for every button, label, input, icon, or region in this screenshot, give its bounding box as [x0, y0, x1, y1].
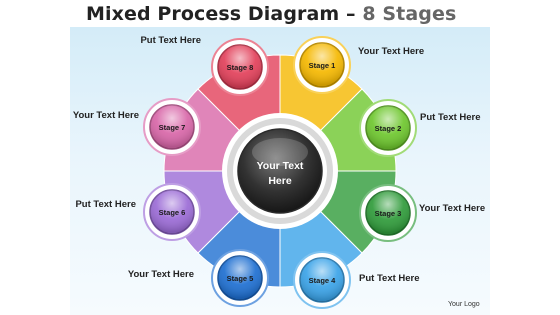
- logo-placeholder: Your Logo: [448, 301, 480, 308]
- center-hub: [222, 113, 338, 229]
- stage-1-bubble: [294, 37, 350, 93]
- stage-7-bubble: [144, 99, 200, 155]
- stage-4-caption: Put Text Here: [359, 273, 420, 284]
- stage-2-bubble: [360, 100, 416, 156]
- stage-7-caption: Your Text Here: [72, 110, 139, 121]
- stage-4-label: Stage 4: [308, 276, 336, 285]
- stage-5-caption: Your Text Here: [127, 269, 194, 280]
- title-separator: –: [346, 3, 356, 25]
- stage-5-label: Stage 5: [226, 274, 254, 283]
- stage-8-bubble: [212, 39, 268, 95]
- stage-7-label: Stage 7: [158, 123, 186, 132]
- stage-8-label: Stage 8: [226, 63, 254, 72]
- stage-6-caption: Put Text Here: [75, 199, 136, 210]
- title-main: Mixed Process Diagram: [86, 3, 340, 25]
- stage-1-label: Stage 1: [308, 61, 336, 70]
- stage-3-label: Stage 3: [374, 209, 402, 218]
- stage-2-caption: Put Text Here: [420, 112, 481, 123]
- stage-5-bubble: [212, 250, 268, 306]
- stage-3-caption: Your Text Here: [419, 203, 486, 214]
- stage-8-caption: Put Text Here: [140, 35, 201, 46]
- stage-6-bubble: [144, 184, 200, 240]
- stage-3-bubble: [360, 185, 416, 241]
- stage-2-label: Stage 2: [374, 124, 402, 133]
- stage-4-bubble: [294, 252, 350, 308]
- center-text-line2: Here: [268, 175, 292, 187]
- stage-6-label: Stage 6: [158, 208, 186, 217]
- title-sub: 8 Stages: [362, 3, 457, 25]
- stage-1-caption: Your Text Here: [358, 46, 425, 57]
- center-text-line1: Your Text: [256, 160, 304, 172]
